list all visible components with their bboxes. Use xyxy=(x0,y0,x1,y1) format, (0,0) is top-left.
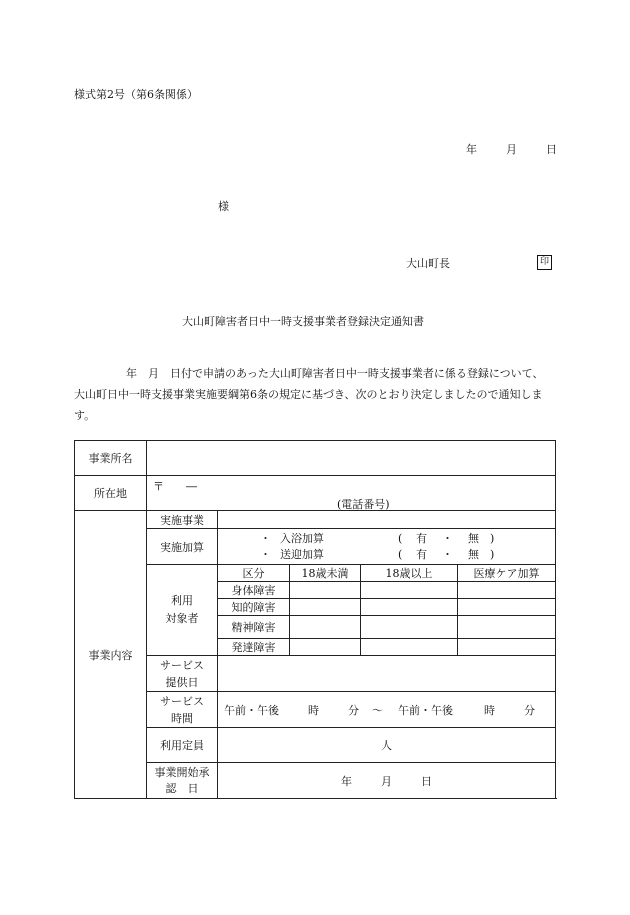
target-cell[interactable] xyxy=(361,582,458,599)
service-hours-label: サービス 時間 xyxy=(147,692,218,728)
capacity-label: 利用定員 xyxy=(147,728,218,763)
implemented-business-label: 実施事業 xyxy=(147,511,218,529)
addition-transport: ・ 送迎加算 ( 有 ・ 無 ) xyxy=(260,547,495,561)
target-cell[interactable] xyxy=(458,582,556,599)
target-cell[interactable] xyxy=(458,616,556,639)
target-label: 利用 対象者 xyxy=(147,565,218,656)
service-days-label: サービス 提供日 xyxy=(147,656,218,692)
document-title: 大山町障害者日中一時支援事業者登録決定通知書 xyxy=(182,315,424,328)
additions-field xyxy=(218,529,556,565)
form-id: 様式第2号（第6条関係） xyxy=(74,88,198,101)
location-label: 所在地 xyxy=(75,476,147,511)
date-line xyxy=(466,141,557,157)
business-content-label: 事業内容 xyxy=(75,511,147,799)
office-name-field[interactable] xyxy=(147,441,556,476)
target-cell[interactable] xyxy=(290,599,361,616)
start-approval-label: 事業開始承 認 日 xyxy=(147,763,218,799)
body-text: 年 月 日付で申請のあった大山町障害者日中一時支援事業者に係る登録について、大山町日中一時支援事業実施要綱第6条の規定に基づき、次のとおり決定しましたので通知します。 xyxy=(74,367,544,422)
start-approval-date[interactable]: 年 月 日 xyxy=(218,763,556,799)
target-cell[interactable] xyxy=(361,616,458,639)
target-header-category: 区分 xyxy=(218,565,290,582)
addition-bath: ・ 入浴加算 ( 有 ・ 無 ) xyxy=(260,531,495,545)
service-days-field[interactable] xyxy=(218,656,556,692)
phone-label: (電話番号) xyxy=(337,498,390,511)
target-cell[interactable] xyxy=(290,582,361,599)
addressee-suffix: 様 xyxy=(218,200,229,213)
issuer: 大山町長 xyxy=(406,257,450,270)
additions-label: 実施加算 xyxy=(147,529,218,565)
location-field[interactable] xyxy=(147,476,556,511)
target-row-mental: 精神障害 xyxy=(218,616,290,639)
postal-mark: 〒 ― xyxy=(153,480,197,493)
target-cell[interactable] xyxy=(458,599,556,616)
date-month: 月 xyxy=(506,143,517,156)
target-header-medical: 医療ケア加算 xyxy=(458,565,556,582)
date-day: 日 xyxy=(546,143,557,156)
target-cell[interactable] xyxy=(290,616,361,639)
target-cell[interactable] xyxy=(361,599,458,616)
date-year: 年 xyxy=(466,143,477,156)
service-hours-field[interactable]: 午前・午後 時 分 ～ 午前・午後 時 分 xyxy=(218,692,556,728)
implemented-business-field[interactable] xyxy=(218,511,556,529)
target-row-physical: 身体障害 xyxy=(218,582,290,599)
target-cell[interactable] xyxy=(361,639,458,656)
capacity-field[interactable]: 人 xyxy=(218,728,556,763)
target-header-over18: 18歳以上 xyxy=(361,565,458,582)
target-header-under18: 18歳未満 xyxy=(290,565,361,582)
registration-table xyxy=(74,440,556,799)
target-cell[interactable] xyxy=(290,639,361,656)
office-name-label: 事業所名 xyxy=(75,441,147,476)
seal-stamp: 印 xyxy=(537,255,552,270)
target-cell[interactable] xyxy=(458,639,556,656)
target-row-developmental: 発達障害 xyxy=(218,639,290,656)
target-row-intellectual: 知的障害 xyxy=(218,599,290,616)
